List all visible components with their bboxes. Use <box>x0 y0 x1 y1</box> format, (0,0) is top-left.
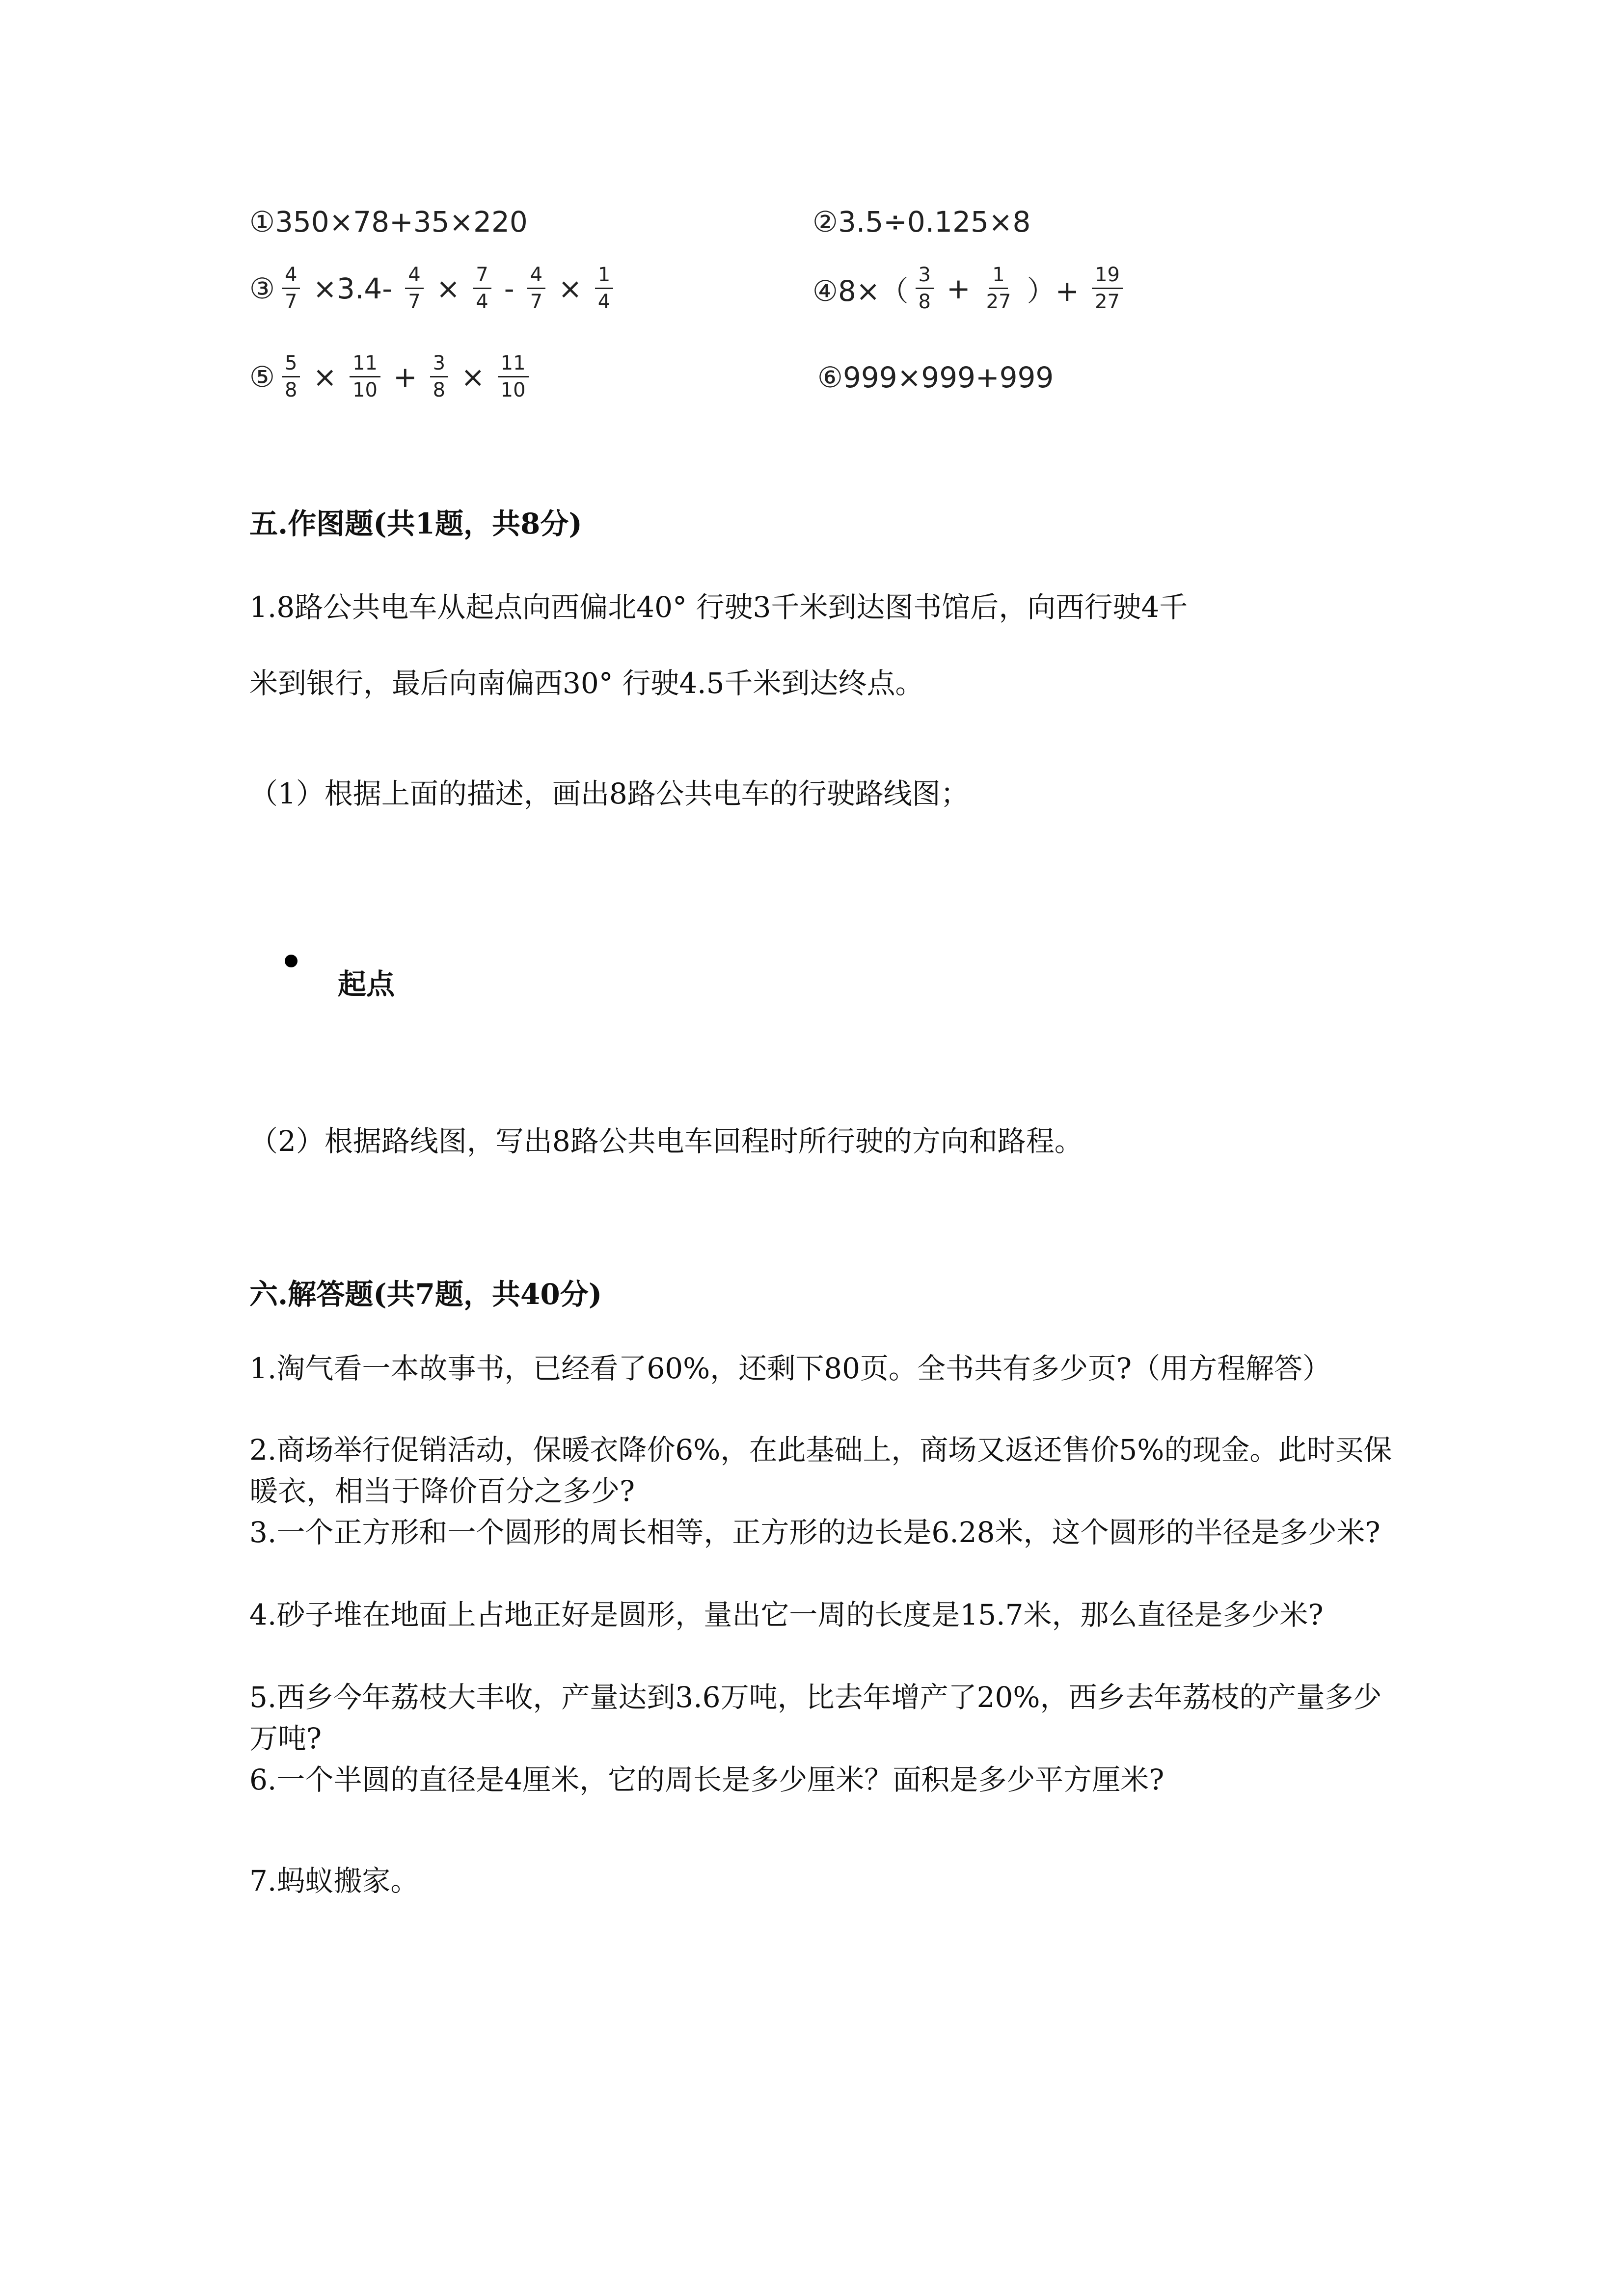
operator: × <box>461 360 485 394</box>
denominator: 7 <box>285 291 298 313</box>
denominator: 4 <box>476 291 488 313</box>
fraction <box>350 353 380 400</box>
denominator: 4 <box>597 291 611 313</box>
denominator: 7 <box>530 291 543 313</box>
question-4: 4.砂子堆在地面上占地正好是圆形，量出它一周的长度是15.7米，那么直径是多少米? <box>249 1598 1324 1631</box>
numerator: 11 <box>350 353 380 377</box>
operator: + <box>946 271 971 305</box>
denominator: 8 <box>433 379 446 401</box>
operator: - <box>504 271 514 305</box>
numerator: 3 <box>430 353 448 377</box>
calc-problem-2-text: ②3.5÷0.125×8 <box>812 205 1031 239</box>
operator: + <box>393 360 417 394</box>
section-5-heading: 五.作图题(共1题，共8分) <box>249 507 582 540</box>
operator: × <box>558 271 582 305</box>
denominator: 10 <box>500 379 526 401</box>
operator: × <box>436 271 460 305</box>
section-5-subquestion-1: （1）根据上面的描述，画出8路公共电车的行驶路线图； <box>249 777 969 810</box>
question-7: 7.蚂蚁搬家。 <box>249 1864 419 1897</box>
calc-problem-6-text: ⑥999×999+999 <box>817 361 1054 394</box>
operator: × <box>313 360 337 394</box>
fraction <box>430 353 448 400</box>
question-3: 3.一个正方形和一个圆形的周长相等，正方形的边长是6.28米，这个圆形的半径是多少米? <box>249 1516 1380 1549</box>
numerator: 1 <box>989 265 1007 289</box>
fraction <box>282 265 300 312</box>
fraction <box>282 353 300 400</box>
fraction <box>595 265 613 312</box>
numerator: 11 <box>498 353 529 377</box>
section-5-question-line-1: 1.8路公共电车从起点向西偏北40° 行驶3千米到达图书馆后，向西行驶4千 <box>249 590 1188 624</box>
numerator: 19 <box>1092 265 1123 289</box>
calc-problem-4 <box>812 265 1130 312</box>
calc-problem-3 <box>249 265 620 312</box>
numerator: 4 <box>282 265 300 289</box>
section-5-question-line-2: 米到银行，最后向南偏西30° 行驶4.5千米到达终点。 <box>249 667 924 700</box>
start-point-label: 起点 <box>338 967 395 1001</box>
start-point-dot <box>285 955 298 967</box>
section-6-heading: 六.解答题(共7题，共40分) <box>249 1278 602 1311</box>
marker: ③ <box>249 271 275 305</box>
numerator: 4 <box>405 265 423 289</box>
marker: ⑤ <box>249 360 275 394</box>
denominator: 27 <box>1095 291 1120 313</box>
numerator: 4 <box>527 265 545 289</box>
lead: ④8×（ <box>812 274 909 308</box>
denominator: 10 <box>352 379 378 401</box>
fraction <box>983 265 1014 312</box>
calc-problem-5 <box>249 353 536 400</box>
section-5-subquestion-2: （2）根据路线图，写出8路公共电车回程时所行驶的方向和路程。 <box>249 1124 1083 1158</box>
question-6: 6.一个半圆的直径是4厘米，它的周长是多少厘米？面积是多少平方厘米? <box>249 1763 1164 1796</box>
calc-problem-1-text: ①350×78+35×220 <box>249 205 528 239</box>
fraction <box>473 265 491 312</box>
fraction <box>498 353 529 400</box>
fraction <box>1092 265 1123 312</box>
numerator: 7 <box>473 265 491 289</box>
question-5: 5.西乡今年荔枝大丰收，产量达到3.6万吨，比去年增产了20%，西乡去年荔枝的产量多少万吨? <box>249 1681 1382 1755</box>
fraction <box>527 265 545 312</box>
numerator: 3 <box>916 265 934 289</box>
fraction <box>916 265 934 312</box>
calc-problem-1 <box>249 205 528 239</box>
denominator: 8 <box>918 291 931 313</box>
denominator: 7 <box>408 291 421 313</box>
question-1: 1.淘气看一本故事书，已经看了60%，还剩下80页。全书共有多少页?（用方程解答） <box>249 1352 1331 1385</box>
fraction <box>405 265 423 312</box>
denominator: 8 <box>285 379 298 401</box>
question-2: 2.商场举行促销活动，保暖衣降价6%，在此基础上，商场又返还售价5%的现金。此时买保暖衣，相当于降价百分之多少? <box>249 1433 1392 1508</box>
operator: ）+ <box>1027 274 1080 308</box>
numerator: 5 <box>282 353 300 377</box>
operator: ×3.4- <box>313 271 393 305</box>
denominator: 27 <box>986 291 1011 313</box>
calc-problem-2 <box>812 205 1030 239</box>
calc-problem-6 <box>817 361 1054 394</box>
numerator: 1 <box>595 265 613 289</box>
